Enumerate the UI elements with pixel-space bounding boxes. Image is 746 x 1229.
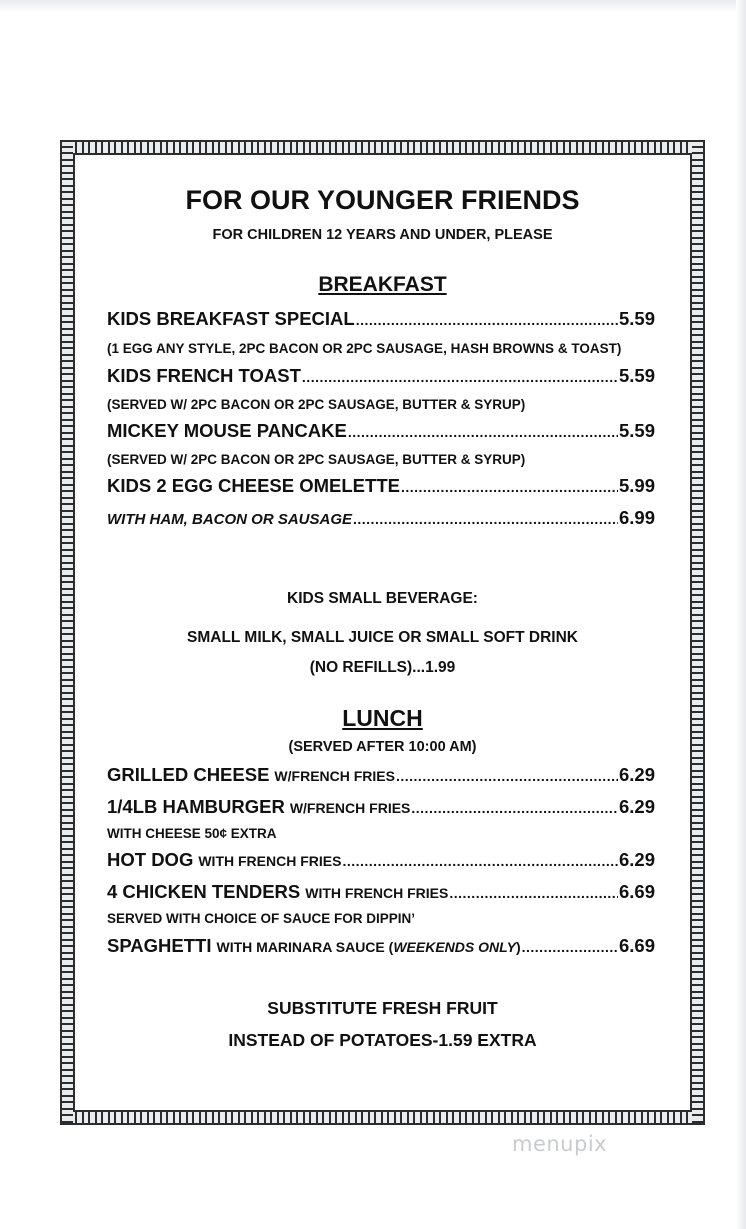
- page-title: FOR OUR YOUNGER FRIENDS: [185, 185, 580, 215]
- beverage-heading: KIDS SMALL BEVERAGE:: [287, 590, 478, 607]
- menu-item: [107, 308, 655, 330]
- item-price: 6.69: [618, 935, 655, 956]
- item-note: (1 EGG ANY STYLE, 2PC BACON OR 2PC SAUSAGE, HASH BROWNS & TOAST): [107, 341, 622, 356]
- item-price: 6.29: [618, 849, 655, 870]
- item-detail: WITH FRENCH FRIES: [198, 853, 342, 869]
- item-detail-italic: WEEKENDS ONLY: [393, 939, 516, 955]
- item-note: SERVED WITH CHOICE OF SAUCE FOR DIPPIN’: [107, 911, 416, 926]
- leader-dots: [449, 885, 618, 901]
- item-name: 4 CHICKEN TENDERS: [107, 881, 301, 902]
- lunch-heading: LUNCH: [342, 705, 423, 731]
- item-note: (SERVED W/ 2PC BACON OR 2PC SAUSAGE, BUTTER & SYRUP): [107, 452, 526, 467]
- leader-dots: [353, 511, 618, 527]
- menu-item: [107, 849, 655, 871]
- menu-item: [107, 935, 655, 957]
- leader-dots: [302, 369, 618, 385]
- lunch-served-time: (SERVED AFTER 10:00 AM): [288, 739, 477, 755]
- footer-line-1: SUBSTITUTE FRESH FRUIT: [267, 998, 498, 1018]
- item-name: GRILLED CHEESE: [107, 764, 270, 785]
- item-note: (SERVED W/ 2PC BACON OR 2PC SAUSAGE, BUTTER & SYRUP): [107, 397, 526, 412]
- leader-dots: [396, 768, 618, 784]
- item-price: 5.59: [618, 308, 655, 329]
- menu-item: [107, 764, 655, 786]
- item-note: WITH CHEESE 50¢ EXTRA: [107, 826, 277, 841]
- menu-item: [107, 507, 655, 529]
- leader-dots: [411, 800, 618, 816]
- item-price: 6.29: [618, 796, 655, 817]
- page-right-edge: [736, 0, 746, 1229]
- menu-item: [107, 420, 655, 442]
- item-detail: WITH MARINARA SAUCE (: [216, 939, 394, 955]
- item-detail: W/FRENCH FRIES: [274, 768, 395, 784]
- item-detail: W/FRENCH FRIES: [289, 800, 411, 816]
- leader-dots: [348, 424, 618, 440]
- watermark-logo: menupix: [512, 1132, 608, 1156]
- item-price: 6.29: [618, 764, 655, 785]
- leader-dots: [401, 479, 618, 495]
- leader-dots: [522, 939, 618, 955]
- menu-item: [107, 881, 655, 903]
- item-name: WITH HAM, BACON OR SAUSAGE: [107, 511, 352, 528]
- item-name: HOT DOG: [107, 849, 194, 870]
- item-name: KIDS FRENCH TOAST: [107, 365, 301, 386]
- menu-item: [107, 796, 655, 818]
- beverage-price: (NO REFILLS)...1.99: [309, 659, 456, 676]
- item-price: 5.59: [618, 365, 655, 386]
- leader-dots: [342, 853, 618, 869]
- item-name: MICKEY MOUSE PANCAKE: [107, 420, 347, 441]
- page-subtitle: FOR CHILDREN 12 YEARS AND UNDER, PLEASE: [212, 227, 553, 243]
- item-price: 6.69: [618, 881, 655, 902]
- beverage-options: SMALL MILK, SMALL JUICE OR SMALL SOFT DRINK: [187, 629, 578, 646]
- item-name: KIDS BREAKFAST SPECIAL: [107, 308, 355, 329]
- item-price: 5.99: [618, 475, 655, 496]
- item-detail: WITH FRENCH FRIES: [305, 885, 449, 901]
- item-name: KIDS 2 EGG CHEESE OMELETTE: [107, 475, 400, 496]
- footer-line-2: INSTEAD OF POTATOES-1.59 EXTRA: [228, 1030, 537, 1050]
- menu-item: [107, 365, 655, 387]
- item-name: 1/4LB HAMBURGER: [107, 796, 285, 817]
- item-price: 6.99: [618, 507, 655, 528]
- breakfast-heading: BREAKFAST: [318, 273, 447, 296]
- item-detail-end: ): [515, 939, 521, 955]
- item-name: SPAGHETTI: [107, 935, 212, 956]
- leader-dots: [356, 312, 618, 328]
- menu-item: [107, 475, 655, 497]
- menu-content: [75, 155, 690, 1110]
- item-price: 5.59: [618, 420, 655, 441]
- page-top-edge: [0, 0, 746, 12]
